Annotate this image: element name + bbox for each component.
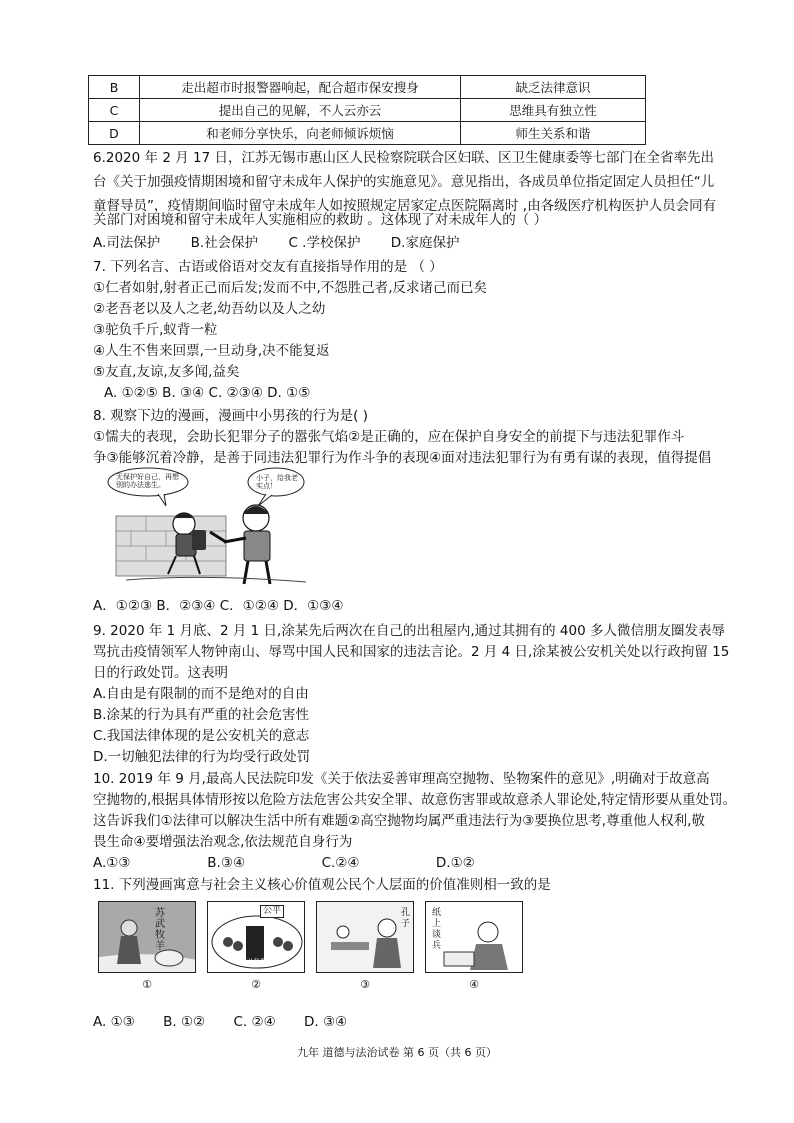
row-letter: C (89, 99, 140, 122)
q7-options: A. ①②⑤ B. ③④ C. ②③④ D. ①⑤ (104, 385, 311, 401)
cartoon-scene (99, 902, 196, 973)
option: A.①③ (93, 855, 131, 871)
q7-item: ③驼负千斤,蚁背一粒 (93, 322, 218, 338)
panel-title: 苏武牧羊 (155, 908, 165, 952)
q8-text-line: 争③能够沉着冷静，是善于同违法犯罪行为作斗争的表现④面对违法犯罪行为有勇有谋的表现，值得提倡 (93, 450, 712, 466)
cartoon-panel-3 (316, 901, 414, 973)
row-behavior: 走出超市时报警器响起，配合超市保安搜身 (140, 76, 461, 99)
option: B. ①② (163, 1014, 206, 1030)
cartoon-panel-1 (98, 901, 196, 973)
option: B.③④ (207, 855, 246, 871)
answer-table (88, 75, 646, 145)
q6-text-line: 童督导员”，疫情期间临时留守未成年人如按照规定居家定点医院隔离时 ,由各级医疗机构医护人员会同有 (93, 198, 717, 214)
q9-text-line: 骂抗击疫情领军人物钟南山、辱骂中国人民和国家的违法言论。2 月 4 日,涂某被公安机关处以行政拘留 15 (93, 644, 730, 660)
table-row (89, 76, 646, 99)
q10-text-line: 10. 2019 年 9 月,最高人民法院印发《关于依法妥善审理高空抛物、坠物案件的意见》,明确对于故意高 (93, 771, 710, 787)
q10-text-line: 空抛物的,根据具体情形按以危险方法危害公共安全罪、故意伤害罪或故意杀人罪论处,特定情形要从重处罚。 (93, 792, 737, 808)
q9-option: B.涂某的行为具有严重的社会危害性 (93, 707, 310, 723)
q6-text-line: 6.2020 年 2 月 17 日，江苏无锡市惠山区人民检察院联合区妇联、区卫生健康委等七部门在全省率先出 (93, 150, 714, 166)
q9-option: A.自由是有限制的而不是绝对的自由 (93, 686, 309, 702)
q8-stem: 8. 观察下边的漫画，漫画中小男孩的行为是( ) (93, 408, 368, 424)
panel-title: 纸上谈兵 (432, 908, 442, 951)
option: A. ①③ (93, 1014, 135, 1030)
q7-item: ④人生不售来回票,一旦动身,决不能复返 (93, 343, 330, 359)
q10-text-line: 这告诉我们①法律可以解决生活中所有难题②高空抛物均属严重违法行为③要换位思考,尊重他人权利,敬 (93, 813, 705, 829)
table-row (89, 122, 646, 145)
q6-options (93, 233, 485, 253)
option: D.①② (435, 855, 475, 871)
q8-cartoon (106, 466, 318, 586)
panel-caption: ③ (360, 978, 370, 991)
q9-text-line: 9. 2020 年 1 月底、2 月 1 日,涂某先后两次在自己的出租屋内,通过其拥有的 400 多人微信朋友圈发表辱 (93, 623, 725, 639)
option: C .学校保护 (288, 235, 361, 251)
row-evaluation: 缺乏法律意识 (461, 76, 646, 99)
panel-label: 义务教育 (246, 958, 274, 966)
q7-item: ①仁者如射,射者正己而后发;发而不中,不怨胜己者,反求诸己而已矣 (93, 280, 488, 296)
panel-title: 孔子 (401, 908, 411, 929)
q9-option: D.一切触犯法律的行为均受行政处罚 (93, 749, 311, 765)
panel-caption: ④ (469, 978, 479, 991)
panel-caption: ① (142, 978, 152, 991)
q7-item: ②老吾老以及人之老,幼吾幼以及人之幼 (93, 301, 326, 317)
option: D. ③④ (303, 1014, 348, 1030)
q9-text-line: 日的行政处罚。这表明 (93, 665, 228, 681)
option: C.②④ (321, 855, 360, 871)
option: B.社会保护 (190, 235, 259, 251)
row-behavior: 和老师分享快乐，向老师倾诉烦恼 (140, 122, 461, 145)
q8-options: A．①②③ B．②③④ C．①②④ D．①③④ (93, 598, 344, 614)
cartoon-scene (317, 902, 414, 973)
cartoon-panel-4 (425, 901, 523, 973)
man-speech-bubble: 小子，给我老实点！ (256, 474, 298, 490)
panel-label: 公平 (260, 905, 284, 918)
q7-stem: 7. 下列名言、古语或俗语对交友有直接指导作用的是 （ ） (93, 259, 443, 275)
q10-options (93, 853, 546, 873)
q10-text-line: 畏生命④要增强法治观念,依法规范自身行为 (93, 834, 353, 850)
q6-text-line: 关部门对困境和留守未成年人实施相应的救助 。这体现了对未成年人的（ ） (93, 212, 548, 228)
q8-text-line: ①懦夫的表现，会助长犯罪分子的嚣张气焰②是正确的，应在保护自身安全的前提下与违法犯罪作斗 (93, 429, 685, 445)
row-letter: B (89, 76, 140, 99)
cartoon-panel-2 (207, 901, 305, 973)
panel-caption: ② (251, 978, 261, 991)
option: D.家庭保护 (390, 235, 460, 251)
row-letter: D (89, 122, 140, 145)
table-row (89, 99, 646, 122)
q11-stem: 11. 下列漫画寓意与社会主义核心价值观公民个人层面的价值准则相一致的是 (93, 877, 551, 893)
row-evaluation: 思维具有独立性 (461, 99, 646, 122)
option: A.司法保护 (93, 235, 161, 251)
option: C. ②④ (233, 1014, 276, 1030)
row-evaluation: 师生关系和谐 (461, 122, 646, 145)
q11-options (93, 1012, 371, 1032)
boy-speech-bubble: 无保护好自己，再想别的办法逃生。 (116, 473, 179, 489)
page-footer: 九年 道德与法治试卷 第 6 页（共 6 页） (297, 1046, 497, 1059)
q7-item: ⑤友直,友谅,友多闻,益矣 (93, 364, 240, 380)
row-behavior: 提出自己的见解，不人云亦云 (140, 99, 461, 122)
q6-text-line: 台《关于加强疫情期困境和留守未成年人保护的实施意见》。意见指出，各成员单位指定固定人员担任“儿 (93, 174, 715, 190)
q9-option: C.我国法律体现的是公安机关的意志 (93, 728, 310, 744)
